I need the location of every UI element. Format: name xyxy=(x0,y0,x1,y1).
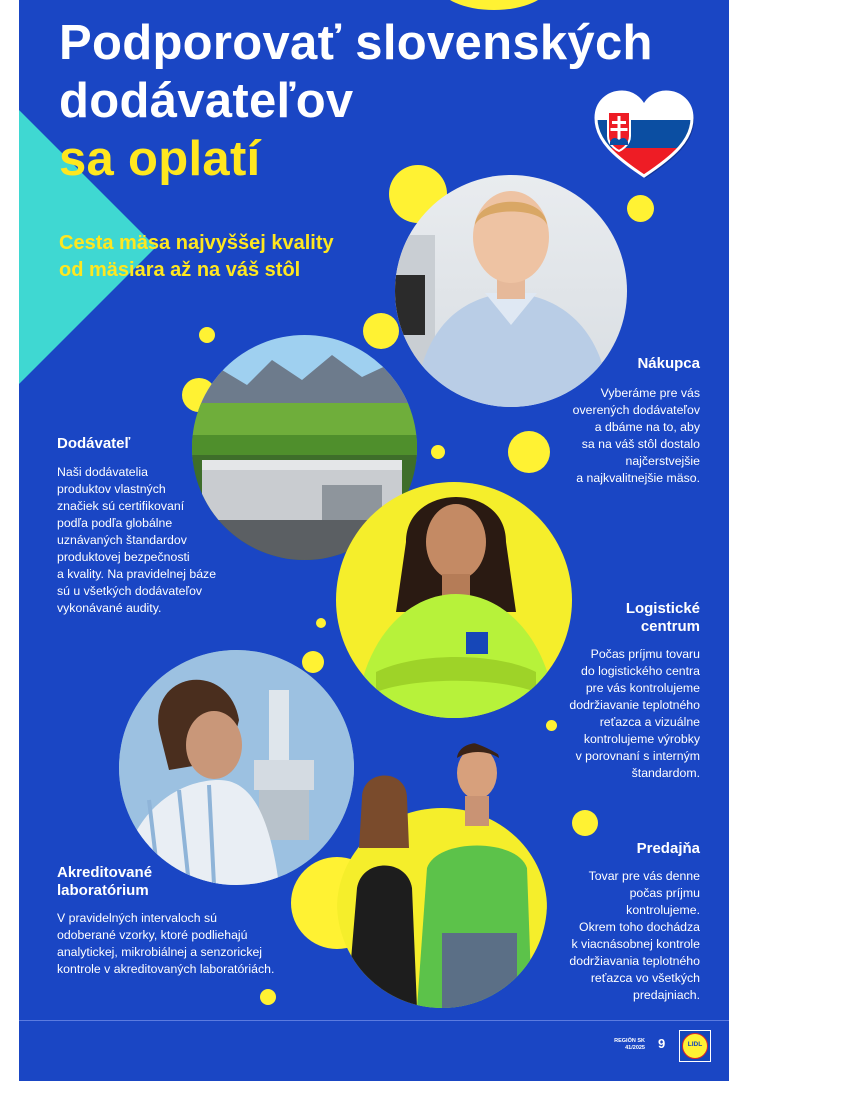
deco-dot xyxy=(431,445,445,459)
deco-dot xyxy=(363,313,399,349)
section-heading-nakupca: Nákupca xyxy=(637,355,700,372)
heading-line: laboratórium xyxy=(57,882,149,899)
text-line: V pravidelných intervaloch sú xyxy=(57,911,217,925)
text-line: kontrolujeme. xyxy=(626,903,700,917)
text-line: Počas príjmu tovaru xyxy=(590,647,700,661)
deco-dot xyxy=(627,195,654,222)
page-number: 9 xyxy=(658,1036,666,1051)
deco-dot xyxy=(302,651,324,673)
footer-divider xyxy=(19,1020,729,1021)
text-line: pre vás kontrolujeme xyxy=(585,681,700,695)
subtitle xyxy=(59,230,334,284)
section-body-dodavatel xyxy=(57,464,287,617)
text-line: podľa podľa globálne xyxy=(57,516,173,530)
text-line: počas príjmu xyxy=(629,886,700,900)
text-line: štandardom. xyxy=(631,766,700,780)
text-line: analytickej, mikrobiálnej a senzorickej xyxy=(57,945,263,959)
text-line: uznávaných štandardov xyxy=(57,533,187,547)
lidl-logo xyxy=(679,1030,711,1062)
text-line: k viacnásobnej kontrole xyxy=(571,937,700,951)
text-line: produktovej bezpečnosti xyxy=(57,550,190,564)
brochure-page xyxy=(19,0,729,1081)
text-line: Naši dodávatelia xyxy=(57,465,148,479)
section-body-logisticke xyxy=(489,646,700,782)
text-line: sa na váš stôl dostalo xyxy=(581,437,700,451)
text-line: a najkvalitnejšie mäso. xyxy=(576,471,700,485)
logo-text: LIDL xyxy=(687,1041,703,1048)
text-line: reťazca vo všetkých xyxy=(590,971,700,985)
title-line-2: dodávateľov xyxy=(59,74,354,128)
deco-dot xyxy=(572,810,598,836)
text-line: Vyberáme pre vás xyxy=(600,386,700,400)
text-line: a kvality. Na pravidelnej báze xyxy=(57,567,217,581)
text-line: kontrolujeme výrobky xyxy=(583,732,700,746)
text-line: najčerstvejšie xyxy=(625,454,700,468)
text-line: sú u všetkých dodávateľov xyxy=(57,584,203,598)
text-line: dodržiavania teplotného xyxy=(569,954,700,968)
region-line: REGIÓN SK xyxy=(614,1038,645,1044)
text-line: značiek sú certifikovaní xyxy=(57,499,185,513)
section-body-laboratorium xyxy=(57,910,347,978)
section-heading-laboratorium xyxy=(57,864,257,900)
deco-dot xyxy=(439,0,549,10)
text-line: predajniach. xyxy=(633,988,700,1002)
subtitle-line-2: od mäsiara až na váš stôl xyxy=(59,259,301,281)
section-heading-dodavatel: Dodávateľ xyxy=(57,435,131,452)
region-label xyxy=(579,1038,645,1052)
slovak-flag-heart-icon xyxy=(594,90,694,178)
title-line-3: sa oplatí xyxy=(59,132,261,186)
text-line: odoberané vzorky, ktoré podliehajú xyxy=(57,928,248,942)
deco-dot xyxy=(316,618,326,628)
text-line: reťazca a vizuálne xyxy=(599,715,700,729)
text-line: v porovnaní s interným xyxy=(575,749,700,763)
text-line: dodržiavanie teplotného xyxy=(569,698,700,712)
text-line: Tovar pre vás denne xyxy=(588,869,700,883)
section-heading-predajna: Predajňa xyxy=(636,840,700,857)
text-line: a dbáme na to, aby xyxy=(594,420,700,434)
heading-line: Akreditované xyxy=(57,864,153,881)
section-heading-logisticke xyxy=(559,600,700,636)
deco-dot xyxy=(260,989,276,1005)
text-line: Okrem toho dochádza xyxy=(579,920,700,934)
section-body-predajna xyxy=(519,868,700,1004)
heading-line: Logistické xyxy=(625,600,700,617)
text-line: vykonávané audity. xyxy=(57,601,162,615)
page-title xyxy=(59,14,653,188)
lab-photo xyxy=(119,650,354,885)
title-line-1: Podporovať slovenských xyxy=(59,16,653,70)
section-body-nakupca xyxy=(489,385,700,487)
text-line: produktov vlastných xyxy=(57,482,166,496)
subtitle-line-1: Cesta mäsa najvyššej kvality xyxy=(59,232,334,254)
heading-line: centrum xyxy=(640,618,700,635)
text-line: do logistického centra xyxy=(581,664,700,678)
lab-illustration xyxy=(119,650,354,885)
deco-dot xyxy=(199,327,215,343)
region-line: 41/2025 xyxy=(625,1045,645,1051)
text-line: overených dodávateľov xyxy=(572,403,700,417)
text-line: kontrole v akreditovaných laboratóriách. xyxy=(57,962,275,976)
